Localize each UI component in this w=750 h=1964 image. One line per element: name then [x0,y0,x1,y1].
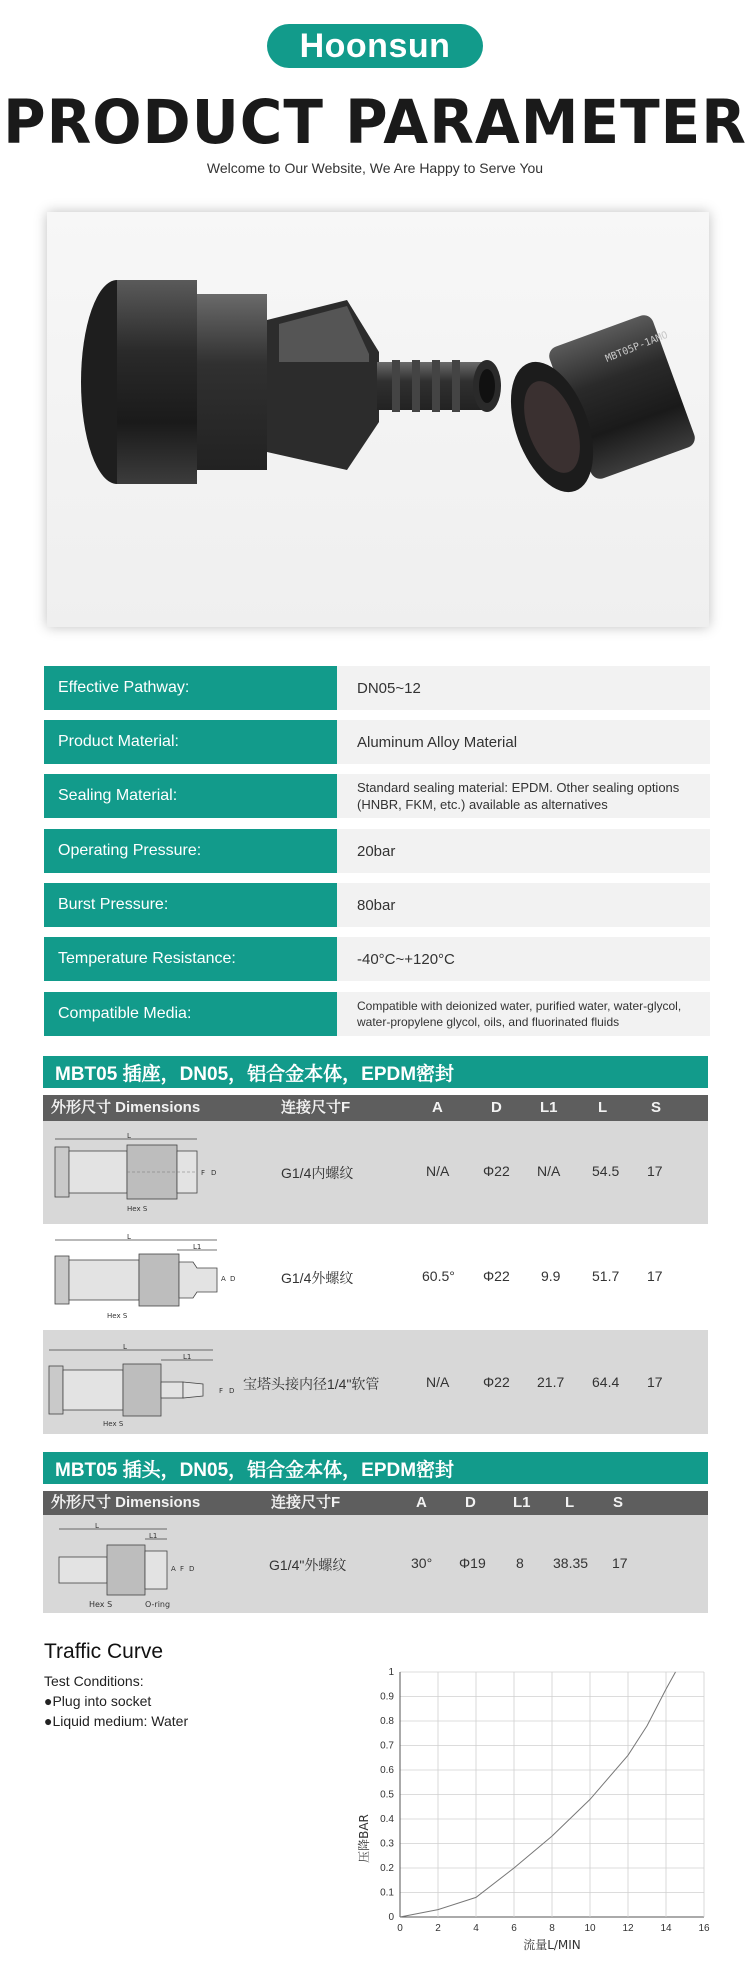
cell-l1: 8 [516,1555,524,1571]
dim-label-l1: L1 [149,1532,158,1540]
y-tick-label: 0.3 [380,1838,394,1850]
plug-engraving: MBT05P-1AMO [604,329,670,365]
x-axis-label: 流量L/MIN [523,1938,581,1952]
param-value: Standard sealing material: EPDM. Other sealing options (HNBR, FKM, etc.) available as alternatives [337,774,710,818]
cell-l1: 9.9 [541,1268,561,1284]
x-tick-label: 0 [397,1923,403,1934]
flow-pressure-chart [354,1658,724,1960]
col-header-thread: 连接尺寸F [281,1099,351,1116]
dim-label-l: L [123,1343,127,1351]
dim-label-l: L [127,1132,131,1140]
param-value: 80bar [337,883,710,927]
brand-logo: Hoonsun [267,24,483,68]
dim-label-hex: Hex S [127,1205,148,1213]
param-label: Temperature Resistance: [44,937,337,981]
param-row-pathway [44,666,710,710]
y-axis-label: 压降BAR [357,1814,371,1863]
y-tick-label: 0.4 [380,1814,394,1825]
y-tick-label: 0.7 [380,1740,394,1752]
dimension-drawing [43,1340,243,1428]
cell-thread: G1/4外螺纹 [281,1270,354,1286]
x-tick-label: 14 [660,1923,672,1934]
dim-label-f: F [219,1387,224,1395]
page-title: PRODUCT PARAMETER [3,86,747,158]
y-tick-label: 0 [388,1912,394,1923]
cell-thread: G1/4内螺纹 [281,1165,354,1181]
socket-table-header [43,1095,708,1121]
x-tick-label: 10 [584,1923,596,1934]
dim-label-d: D [211,1169,217,1177]
param-value: -40°C~+120°C [337,937,710,981]
plug-section-title: MBT05 插头，DN05，铝合金本体，EPDM密封 [43,1452,708,1484]
cell-s: 17 [647,1374,663,1390]
cell-l1: 21.7 [537,1374,565,1390]
y-tick-label: 1 [388,1667,394,1678]
dimension-drawing [47,1232,247,1322]
param-label: Compatible Media: [44,992,337,1036]
param-value: 20bar [337,829,710,873]
cell-l: 51.7 [592,1268,620,1284]
dim-label-oring: O-ring [145,1600,171,1609]
cell-l: 54.5 [592,1163,620,1179]
quick-coupling-illustration [47,212,709,627]
cell-l1: N/A [537,1163,561,1179]
param-row-temperature [44,937,710,981]
col-header-d: D [465,1494,476,1511]
param-label: Burst Pressure: [44,883,337,927]
col-header-thread: 连接尺寸F [271,1494,341,1511]
param-row-media [44,992,710,1036]
col-header-dimensions: 外形尺寸 Dimensions [51,1099,201,1116]
cell-thread: G1/4"外螺纹 [269,1557,347,1573]
col-header-d: D [491,1099,502,1116]
dim-label-d: D [189,1565,195,1573]
x-tick-label: 6 [511,1923,517,1934]
param-value: Compatible with deionized water, purified water, water-glycol, water-propylene glycol, oils, and fluorinated fluids [337,992,710,1036]
cell-d: Φ19 [459,1555,486,1571]
col-header-a: A [432,1099,443,1116]
product-photo [47,212,709,627]
table-row [43,1224,708,1330]
cell-d: Φ22 [483,1268,510,1284]
cell-s: 17 [647,1268,663,1284]
param-row-burst-pressure [44,883,710,927]
test-condition-item: ●Plug into socket [44,1693,152,1709]
param-label: Effective Pathway: [44,666,337,710]
x-tick-label: 2 [435,1923,441,1934]
param-value: Aluminum Alloy Material [337,720,710,764]
dim-label-hex: Hex S [107,1312,128,1320]
y-tick-label: 0.9 [380,1691,394,1703]
cell-a: 60.5° [422,1268,455,1284]
col-header-s: S [613,1494,624,1511]
param-row-sealing [44,774,710,818]
col-header-s: S [651,1099,662,1116]
page-subtitle: Welcome to Our Website, We Are Happy to Serve You [206,160,544,176]
dim-label-f: F [180,1565,185,1573]
col-header-l1: L1 [540,1099,558,1116]
cell-l: 38.35 [553,1555,589,1571]
col-header-dimensions: 外形尺寸 Dimensions [51,1494,201,1511]
x-tick-label: 12 [622,1923,634,1934]
plug-table-header [43,1491,708,1515]
x-tick-label: 16 [698,1923,710,1934]
col-header-l: L [565,1494,575,1511]
dim-label-l1: L1 [183,1353,192,1361]
dim-label-a: A [171,1565,176,1573]
param-value: DN05~12 [337,666,710,710]
dim-label-f: F [201,1169,206,1177]
param-row-material [44,720,710,764]
param-label: Product Material: [44,720,337,764]
y-tick-label: 0.2 [380,1863,394,1874]
cell-l: 64.4 [592,1374,620,1390]
y-tick-label: 0.6 [380,1765,394,1776]
dim-label-l: L [127,1233,131,1241]
cell-s: 17 [647,1163,663,1179]
dim-label-d: D [229,1387,235,1395]
dim-label-hex: Hex S [103,1420,124,1428]
x-tick-label: 4 [473,1923,479,1934]
dim-label-hex: Hex S [89,1600,113,1609]
traffic-curve-title: Traffic Curve [44,1640,164,1663]
dimension-drawing [47,1131,247,1215]
cell-d: Φ22 [483,1374,510,1390]
cell-a: N/A [426,1163,450,1179]
cell-d: Φ22 [483,1163,510,1179]
cell-a: 30° [411,1555,433,1571]
y-tick-label: 0.8 [380,1716,394,1727]
test-conditions-label: Test Conditions: [44,1673,144,1689]
cell-thread: 宝塔头接内径1/4"软管 [243,1376,380,1392]
cell-a: N/A [426,1374,450,1390]
dim-label-d: D [230,1275,236,1283]
dim-label-l1: L1 [193,1243,202,1251]
table-row [43,1121,708,1224]
socket-section-title: MBT05 插座，DN05，铝合金本体，EPDM密封 [43,1056,708,1088]
table-row [43,1515,708,1613]
cell-s: 17 [612,1555,628,1571]
table-row [43,1330,708,1434]
y-tick-label: 0.1 [380,1887,394,1899]
col-header-a: A [416,1494,427,1511]
col-header-l1: L1 [513,1494,531,1511]
col-header-l: L [598,1099,608,1116]
dim-label-l: L [95,1522,99,1530]
y-tick-label: 0.5 [380,1789,394,1801]
param-row-operating-pressure [44,829,710,873]
dim-label-a: A [221,1275,226,1283]
dimension-drawing [49,1521,249,1611]
param-label: Sealing Material: [44,774,337,818]
x-tick-label: 8 [549,1923,555,1934]
test-condition-item: ●Liquid medium: Water [44,1713,189,1729]
param-label: Operating Pressure: [44,829,337,873]
